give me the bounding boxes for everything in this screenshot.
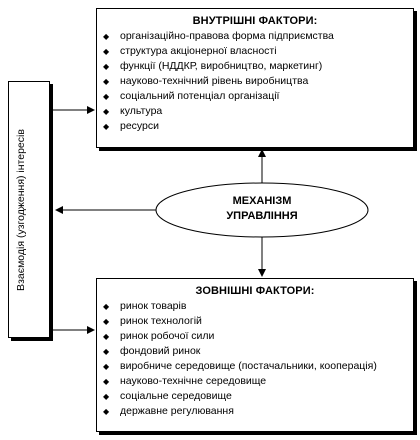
external-factor-item — [103, 389, 413, 404]
mechanism-label-line1: МЕХАНІЗМ — [232, 195, 292, 207]
external-factor-item — [103, 314, 413, 329]
diamond-bullet-icon: ◆ — [103, 32, 110, 41]
diamond-bullet-icon: ◆ — [103, 47, 110, 56]
internal-factors-title: ВНУТРІШНІ ФАКТОРИ: — [192, 15, 318, 27]
internal-factor-text: соціальний потенціал організації — [120, 90, 280, 102]
diamond-bullet-icon: ◆ — [103, 92, 110, 101]
diamond-bullet-icon: ◆ — [103, 62, 110, 71]
external-factors-list — [97, 299, 413, 419]
internal-factor-text: функції (НДДКР, виробництво, маркетинг) — [120, 60, 323, 72]
diamond-bullet-icon: ◆ — [103, 332, 110, 341]
external-factor-text: науково-технічне середовище — [120, 375, 267, 387]
internal-factor-item — [103, 29, 413, 44]
diamond-bullet-icon: ◆ — [103, 77, 110, 86]
internal-factor-text: науково-технічний рівень виробництва — [120, 75, 309, 87]
diamond-bullet-icon: ◆ — [103, 362, 110, 371]
external-factor-text: державне регулювання — [120, 405, 234, 417]
internal-factor-item — [103, 44, 413, 59]
internal-factor-item — [103, 119, 413, 134]
internal-factor-item — [103, 104, 413, 119]
internal-factor-text: організаційно-правова форма підприємства — [120, 30, 334, 42]
internal-factor-text: культура — [120, 105, 163, 117]
diamond-bullet-icon: ◆ — [103, 392, 110, 401]
external-factor-item — [103, 344, 413, 359]
external-factor-text: ринок технологій — [120, 315, 202, 327]
external-factor-text: соціальне середовище — [120, 390, 232, 402]
interaction-label: Взаємодія (узгодження) інтересів — [15, 129, 27, 291]
internal-factor-item — [103, 89, 413, 104]
diamond-bullet-icon: ◆ — [103, 407, 110, 416]
internal-factor-item — [103, 74, 413, 89]
external-factor-item — [103, 404, 413, 419]
diamond-bullet-icon: ◆ — [103, 302, 110, 311]
external-factors-box — [96, 278, 414, 432]
internal-factors-box — [96, 8, 414, 148]
external-factors-title: ЗОВНІШНІ ФАКТОРИ: — [195, 285, 315, 297]
external-factor-text: ринок робочої сили — [120, 330, 215, 342]
mechanism-label-line2: УПРАВЛІННЯ — [226, 210, 298, 222]
external-factor-text: виробниче середовище (постачальники, кооперація) — [120, 360, 377, 372]
diamond-bullet-icon: ◆ — [103, 377, 110, 386]
external-factor-item — [103, 374, 413, 389]
internal-factor-text: структура акціонерної власності — [120, 45, 277, 57]
internal-factor-text: ресурси — [120, 120, 160, 132]
external-factor-item — [103, 299, 413, 314]
external-factor-item — [103, 329, 413, 344]
internal-factor-item — [103, 59, 413, 74]
diamond-bullet-icon: ◆ — [103, 347, 110, 356]
mechanism-label — [188, 194, 336, 224]
diamond-bullet-icon: ◆ — [103, 107, 110, 116]
diamond-bullet-icon: ◆ — [103, 122, 110, 131]
diamond-bullet-icon: ◆ — [103, 317, 110, 326]
external-factor-item — [103, 359, 413, 374]
external-factor-text: фондовий ринок — [120, 345, 201, 357]
external-factor-text: ринок товарів — [120, 300, 187, 312]
internal-factors-list — [97, 29, 413, 134]
